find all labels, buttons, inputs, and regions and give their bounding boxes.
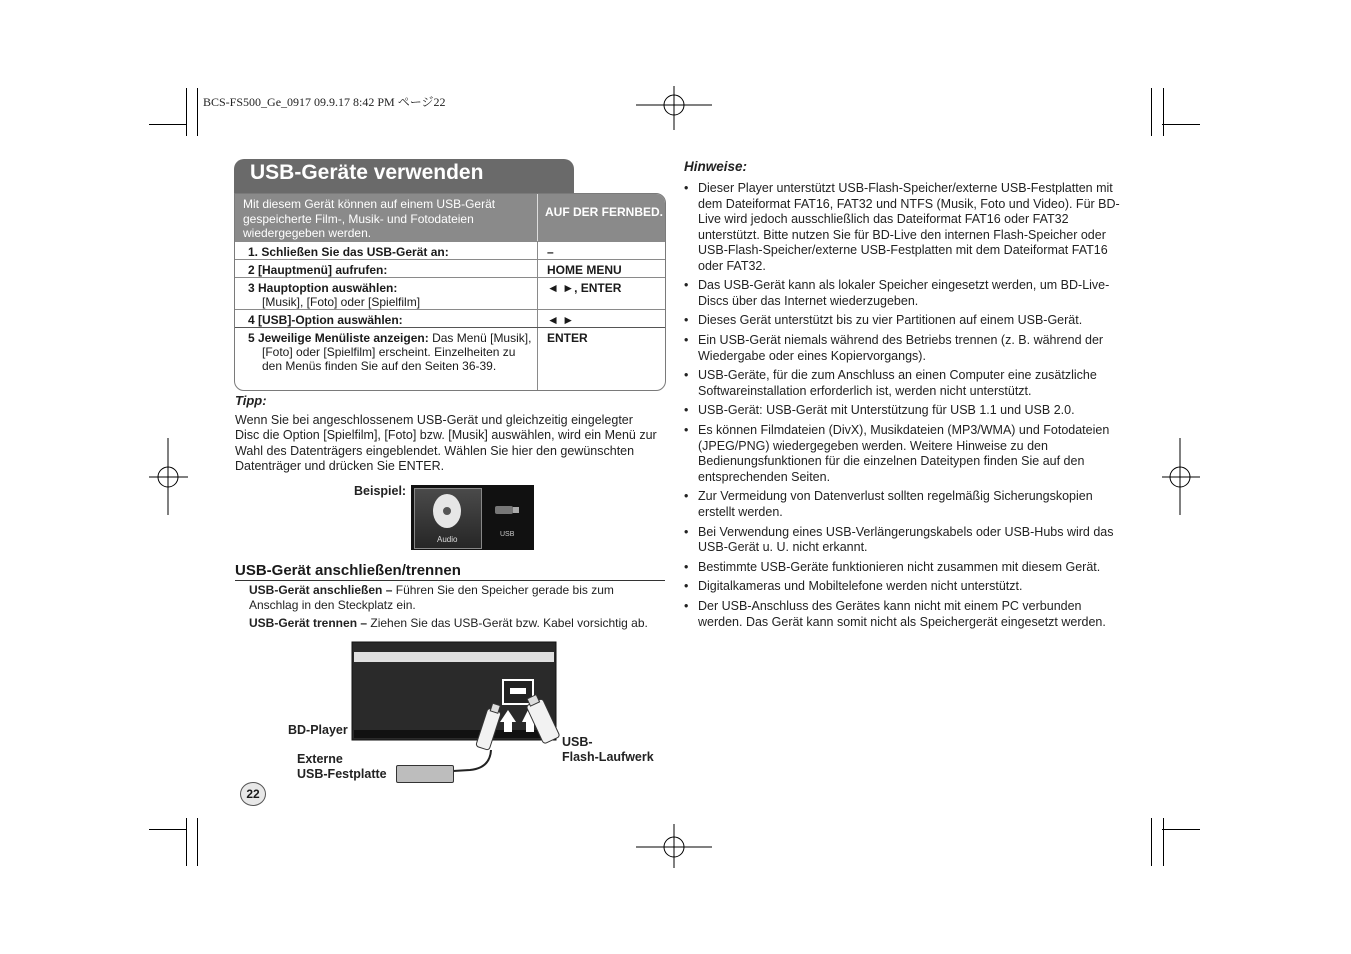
label-external-hdd-2: USB-Festplatte xyxy=(297,767,387,781)
remote-column-header: AUF DER FERNBED. xyxy=(545,205,664,219)
bd-player-illustration xyxy=(350,640,560,780)
page-number: 22 xyxy=(240,782,266,806)
bullet-icon: • xyxy=(684,181,689,195)
label-external-hdd-1: Externe xyxy=(297,752,343,766)
list-item: • Digitalkameras und Mobiltelefone werden nicht unterstützt. xyxy=(684,579,1023,594)
list-item: • USB-Gerät: USB-Gerät mit Unterstützung für USB 1.1 und USB 2.0. xyxy=(684,403,1075,418)
list-item: • Ein USB-Gerät niemals während des Betriebs trennen (z. B. während der Wiedergabe oder eines Kopiervorgangs). xyxy=(684,333,1104,363)
example-usb-label: USB xyxy=(500,531,515,538)
notes-heading: Hinweise: xyxy=(684,159,748,174)
external-hdd-icon xyxy=(396,765,454,783)
example-label: Beispiel: xyxy=(354,484,407,498)
remote-button: ◄ ►, ENTER xyxy=(547,281,622,295)
tip-heading: Tipp: xyxy=(235,393,267,408)
bullet-icon: • xyxy=(684,579,689,594)
list-item: • Das USB-Gerät kann als lokaler Speicher eingesetzt werden, um BD-Live-Discs über das Internet wiederzugeben. xyxy=(684,278,1110,308)
usb-stick-icon xyxy=(493,503,521,517)
example-screenshot xyxy=(411,485,534,550)
list-item: • Bei Verwendung eines USB-Verlängerungskabels oder USB-Hubs wird das USB-Gerät u. U. nicht erkannt. xyxy=(684,524,1114,554)
step-text: 4 [USB]-Option auswählen: xyxy=(248,313,403,327)
step-detail: [Musik], [Foto] oder [Spielfilm] xyxy=(262,295,421,309)
bullet-icon: • xyxy=(684,599,689,614)
page-title: USB-Geräte verwenden xyxy=(250,161,484,184)
attach-instruction xyxy=(249,583,659,612)
bullet-icon: • xyxy=(684,368,689,383)
list-item: • Zur Vermeidung von Datenverlust sollten regelmäßig Sicherungskopien erstellt werden. xyxy=(684,489,1093,519)
bullet-icon: • xyxy=(684,313,689,328)
table-row xyxy=(235,327,665,391)
disc-icon xyxy=(431,491,463,531)
example-audio-label: Audio xyxy=(437,535,458,544)
connect-heading: USB-Gerät anschließen/trennen xyxy=(235,562,665,581)
notes-list xyxy=(684,181,1124,634)
page-title-tab xyxy=(234,159,574,193)
tip-text: Wenn Sie bei angeschlossenem USB-Gerät und gleichzeitig eingelegter Disc die Option [Spielfilm], [Foto] bzw. [Musik] auswählen, wird ein Menü zur Wahl des Datenträgers eingeblendet. Wählen Sie hier den gewünschten Datenträger und drücken Sie ENTER. xyxy=(235,413,657,473)
step-detail: Das Menü [Musik], [Foto] oder [Spielfilm] erscheint. Einzelheiten zu den Menüs finden Sie auf den Seiten 36-39. xyxy=(262,331,532,373)
label-usb-flash-1: USB- xyxy=(562,735,593,749)
step-text: 5 Jeweilige Menüliste anzeigen: xyxy=(248,331,429,345)
step-text: 3 Hauptoption auswählen: xyxy=(248,281,398,295)
table-row xyxy=(235,277,665,310)
steps-table xyxy=(234,193,666,391)
steps-table-header xyxy=(235,194,665,241)
list-item: • Dieses Gerät unterstützt bis zu vier Partitionen auf einem USB-Gerät. xyxy=(684,313,1083,328)
bullet-icon: • xyxy=(684,403,689,418)
bullet-icon: • xyxy=(684,333,689,348)
table-row xyxy=(235,241,665,260)
print-header: BCS-FS500_Ge_0917 09.9.17 8:42 PM ページ22 xyxy=(203,95,446,109)
label-usb-flash-2: Flash-Laufwerk xyxy=(562,750,654,764)
list-item: • USB-Geräte, für die zum Anschluss an einen Computer eine zusätzliche Softwareinstallation erforderlich ist, werden nicht unterstützt. xyxy=(684,368,1097,398)
attach-label: USB-Gerät anschließen – xyxy=(249,583,393,597)
remote-button: ENTER xyxy=(547,331,588,345)
remote-button: ◄ ► xyxy=(547,313,575,327)
list-item: • Bestimmte USB-Geräte funktionieren nicht zusammen mit diesem Gerät. xyxy=(684,559,1101,574)
detach-text: Ziehen Sie das USB-Gerät bzw. Kabel vorsichtig ab. xyxy=(370,616,648,630)
table-row xyxy=(235,309,665,328)
label-bd-player: BD-Player xyxy=(288,723,348,737)
list-item: • Dieser Player unterstützt USB-Flash-Speicher/externe USB-Festplatten mit dem Dateiformat FAT16, FAT32 und NTFS (Musik, Foto und Video). Für BD-Live wird jedoch ausschließlich das Dateiformat FAT16 oder FAT32 unterstützt. Bitte nutzen Sie für BD-Live den internen Flash-Speicher oder USB-Flash-Speicher/externe USB-Festplatten mit dem Dateiformat FAT16 oder FAT32. xyxy=(684,181,1120,273)
bullet-icon: • xyxy=(684,278,689,293)
list-item: • Der USB-Anschluss des Gerätes kann nicht mit einem PC verbunden werden. Das Gerät kann somit nicht als Speichergerät eingesetzt werden. xyxy=(684,599,1106,629)
table-row xyxy=(235,259,665,278)
detach-instruction xyxy=(249,616,669,631)
step-text: 2 [Hauptmenü] aufrufen: xyxy=(248,263,388,277)
bullet-icon: • xyxy=(684,423,689,438)
bullet-icon: • xyxy=(684,489,689,504)
step-text: 1. Schließen Sie das USB-Gerät an: xyxy=(248,245,449,259)
remote-button: HOME MENU xyxy=(547,263,622,277)
bullet-icon: • xyxy=(684,559,689,574)
detach-label: USB-Gerät trennen – xyxy=(249,616,368,630)
list-item: • Es können Filmdateien (DivX), Musikdateien (MP3/WMA) und Fotodateien (JPEG/PNG) wiedergegeben werden. Weitere Hinweise zu den Bedienungsfunktionen für die einzelnen Dateitypen finden Sie auf den entsprechenden Seiten. xyxy=(684,423,1110,484)
attach-text: Führen Sie den Speicher gerade bis zum Anschlag in den Steckplatz ein. xyxy=(249,583,614,612)
table-intro: Mit diesem Gerät können auf einem USB-Gerät gespeicherte Film-, Musik- und Fotodateien wiedergegeben werden. xyxy=(243,197,496,240)
bullet-icon: • xyxy=(684,524,689,539)
remote-button: – xyxy=(547,245,554,259)
